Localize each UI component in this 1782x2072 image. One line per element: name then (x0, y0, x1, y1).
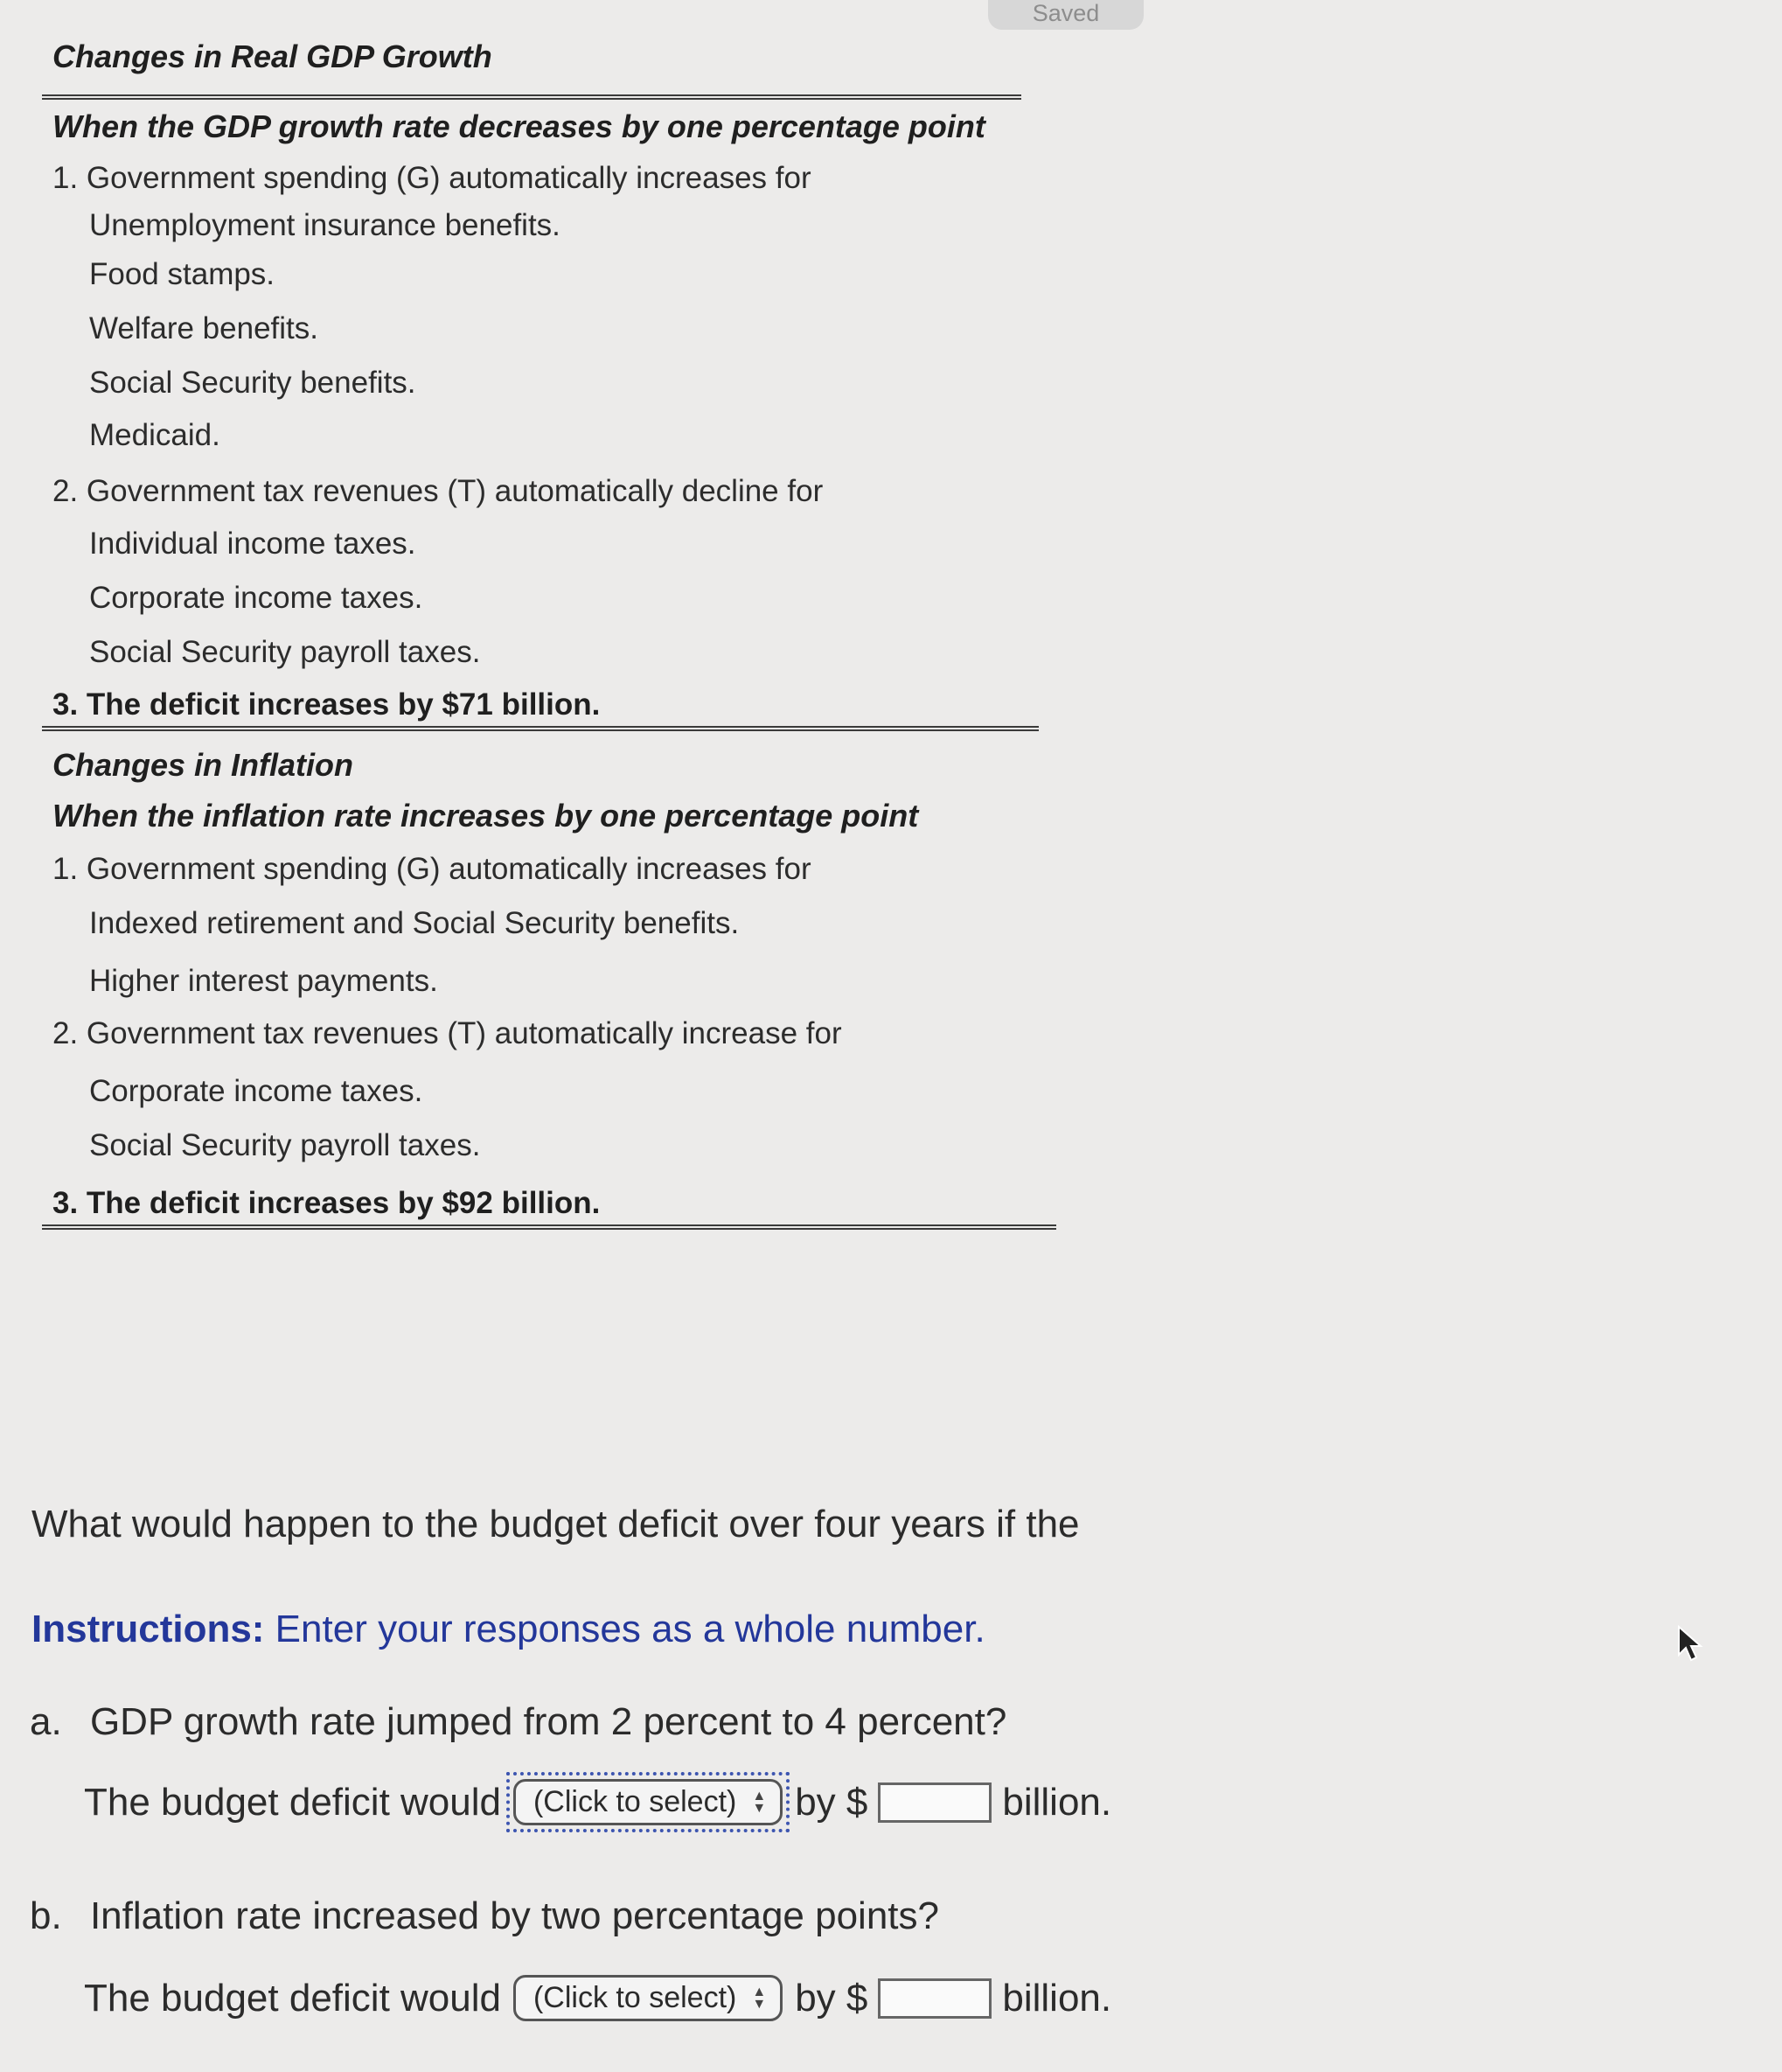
inflation-section-title: Changes in Inflation (52, 747, 354, 783)
part-a-unit-label: billion. (1002, 1780, 1112, 1824)
part-a-direction-select[interactable] (513, 1779, 783, 1825)
inflation-item-1-sub: Indexed retirement and Social Security benefits. (89, 906, 740, 940)
gdp-item-1-sub: Medicaid. (89, 418, 220, 452)
part-b-by-label: by $ (795, 1976, 868, 2020)
updown-arrows-icon: ▲ ▼ (752, 1788, 767, 1816)
inflation-item-1-sub: Higher interest payments. (89, 964, 438, 998)
gdp-section-subtitle: When the GDP growth rate decreases by one percentage point (52, 108, 985, 144)
instructions (31, 1608, 985, 1651)
gdp-deficit-result: 3. The deficit increases by $71 billion. (52, 687, 601, 722)
part-b-answer-row (84, 1970, 1111, 2027)
gdp-item-2: 2. Government tax revenues (T) automatically decline for (52, 474, 824, 508)
gdp-item-2-sub: Social Security payroll taxes. (89, 635, 481, 669)
inflation-item-2-sub: Social Security payroll taxes. (89, 1128, 481, 1162)
part-a-amount-input[interactable] (878, 1782, 992, 1823)
part-b-question (30, 1894, 939, 1938)
saved-status-badge: Saved (988, 0, 1144, 30)
inflation-item-2: 2. Government tax revenues (T) automatically increase for (52, 1016, 842, 1050)
instructions-text: Enter your responses as a whole number. (264, 1608, 985, 1650)
header-rule (42, 94, 1021, 100)
part-b-label: b. (30, 1894, 62, 1937)
gdp-item-1-sub: Food stamps. (89, 257, 275, 291)
part-b-lead-text: The budget deficit would (84, 1976, 501, 2020)
part-a-by-label: by $ (795, 1780, 868, 1824)
gdp-item-1-sub: Welfare benefits. (89, 311, 318, 345)
instructions-label: Instructions: (31, 1608, 265, 1650)
gdp-item-1: 1. Government spending (G) automatically increases for (52, 161, 811, 195)
inflation-item-1: 1. Government spending (G) automatically increases for (52, 852, 811, 886)
part-a-lead-text: The budget deficit would (84, 1780, 501, 1824)
mouse-pointer-icon (1677, 1625, 1703, 1662)
gdp-item-2-sub: Individual income taxes. (89, 527, 416, 561)
question-prompt: What would happen to the budget deficit over four years if the (31, 1503, 1080, 1545)
part-a-question (30, 1700, 1006, 1744)
part-a-answer-row (84, 1774, 1111, 1831)
section-rule (42, 726, 1039, 731)
updown-arrows-icon: ▲ ▼ (752, 1984, 767, 2012)
gdp-item-1-sub: Social Security benefits. (89, 366, 416, 400)
inflation-deficit-result: 3. The deficit increases by $92 billion. (52, 1186, 601, 1220)
part-b-direction-select[interactable] (513, 1975, 783, 2021)
gdp-item-2-sub: Corporate income taxes. (89, 581, 423, 615)
part-a-label: a. (30, 1700, 62, 1743)
section-rule (42, 1224, 1056, 1230)
select-value: (Click to select) (533, 1981, 737, 2014)
gdp-item-1-sub: Unemployment insurance benefits. (89, 208, 560, 242)
part-b-unit-label: billion. (1002, 1976, 1112, 2020)
part-b-amount-input[interactable] (878, 1978, 992, 2019)
part-b-text: Inflation rate increased by two percentage points? (89, 1894, 939, 1937)
inflation-item-2-sub: Corporate income taxes. (89, 1074, 423, 1108)
gdp-section-title: Changes in Real GDP Growth (52, 38, 492, 74)
part-a-direction-select-focus[interactable] (508, 1774, 788, 1831)
inflation-section-subtitle: When the inflation rate increases by one percentage point (52, 798, 919, 834)
part-a-text: GDP growth rate jumped from 2 percent to 4 percent? (89, 1700, 1007, 1743)
select-value: (Click to select) (533, 1785, 737, 1818)
part-b-direction-select-wrap[interactable] (508, 1970, 788, 2027)
